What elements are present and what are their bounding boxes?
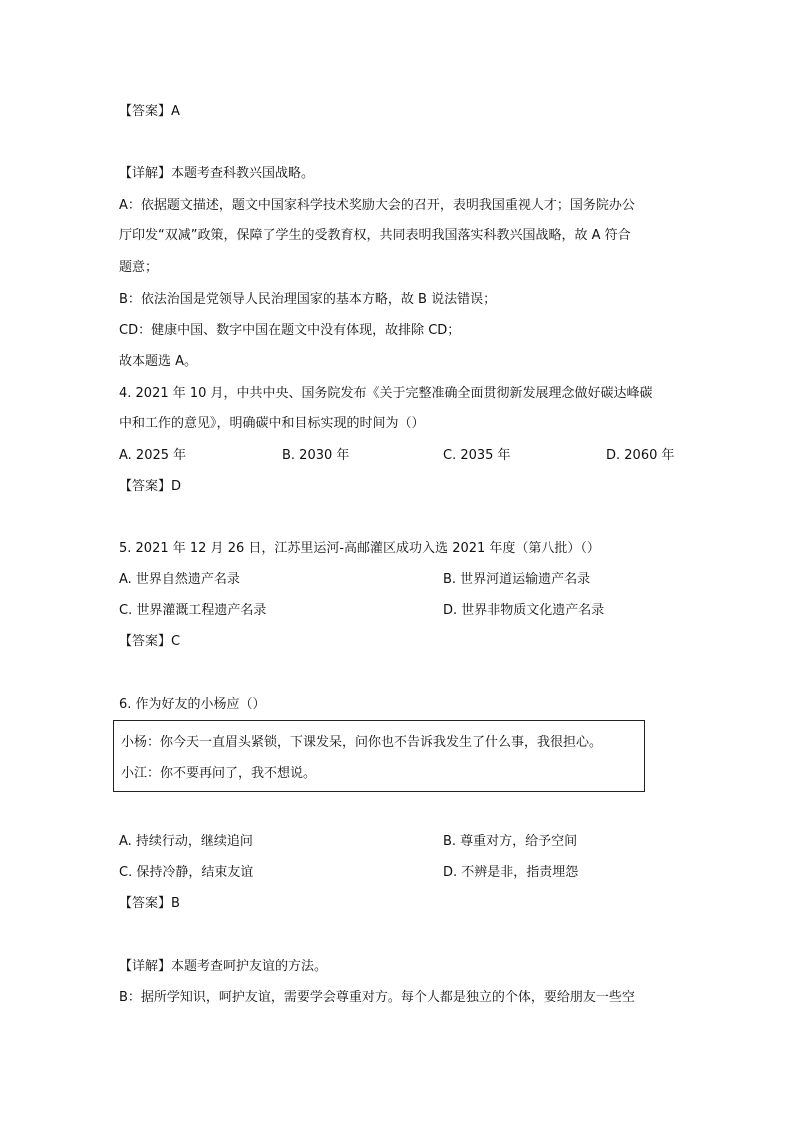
answer-q3: 【答案】A xyxy=(119,104,180,119)
q4-answer: 【答案】D xyxy=(119,479,182,494)
detail-q3-a-line3: 题意； xyxy=(119,260,159,275)
q6-detail-b: B：据所学知识，呵护友谊，需要学会尊重对方。每个人都是独立的个体，要给朋友一些空 xyxy=(119,990,635,1005)
q5-option-b: B. 世界河道运输遗产名录 xyxy=(443,572,591,587)
q4-stem-line1: 4. 2021 年 10 月，中共中央、国务院发布《关于完整准确全面贯彻新发展理念做好碳达峰碳 xyxy=(119,386,653,401)
q5-answer: 【答案】C xyxy=(119,634,181,649)
q4-option-c: C. 2035 年 xyxy=(443,448,511,463)
q6-option-b: B. 尊重对方，给予空间 xyxy=(443,834,578,849)
detail-q3-a-line2: 厅印发“双减”政策，保障了学生的受教育权，共同表明我国落实科教兴国战略，故 A 符合 xyxy=(119,228,631,243)
q4-option-a: A. 2025 年 xyxy=(119,448,187,463)
detail-q3-title: 【详解】本题考查科教兴国战略。 xyxy=(119,166,315,181)
detail-q3-b: B：依法治国是党领导人民治理国家的基本方略，故 B 说法错误； xyxy=(119,292,497,307)
q6-detail-title: 【详解】本题考查呵护友谊的方法。 xyxy=(119,959,328,974)
q5-stem: 5. 2021 年 12 月 26 日，江苏里运河-高邮灌区成功入选 2021 年度（第八批）（） xyxy=(119,541,600,556)
q6-option-a: A. 持续行动，继续追问 xyxy=(119,834,253,849)
q6-option-d: D. 不辨是非，指责埋怨 xyxy=(443,865,579,880)
q6-answer: 【答案】B xyxy=(119,896,180,911)
q4-stem-line2: 中和工作的意见》，明确碳中和目标实现的时间为（） xyxy=(119,416,425,431)
q5-option-d: D. 世界非物质文化遗产名录 xyxy=(443,603,605,618)
q6-dialogue-line-xiaoyang: 小杨：你今天一直眉头紧锁，下课发呆，问你也不告诉我发生了什么事，我很担心。 xyxy=(121,735,603,750)
q4-option-d: D. 2060 年 xyxy=(606,448,675,463)
detail-q3-conclusion: 故本题选 A。 xyxy=(119,354,198,369)
q6-stem: 6. 作为好友的小杨应（） xyxy=(119,697,266,712)
q6-dialogue-box xyxy=(113,720,645,792)
q4-option-b: B. 2030 年 xyxy=(282,448,350,463)
q5-option-c: C. 世界灌溉工程遗产名录 xyxy=(119,603,267,618)
q6-dialogue-line-xiaojiang: 小江：你不要再问了，我不想说。 xyxy=(121,766,317,781)
detail-q3-a-line1: A：依据题文描述，题文中国家科学技术奖励大会的召开，表明我国重视人才；国务院办公 xyxy=(119,198,635,213)
q6-option-c: C. 保持冷静，结束友谊 xyxy=(119,865,254,880)
detail-q3-cd: CD：健康中国、数字中国在题文中没有体现，故排除 CD； xyxy=(119,323,461,338)
q5-option-a: A. 世界自然遗产名录 xyxy=(119,572,240,587)
